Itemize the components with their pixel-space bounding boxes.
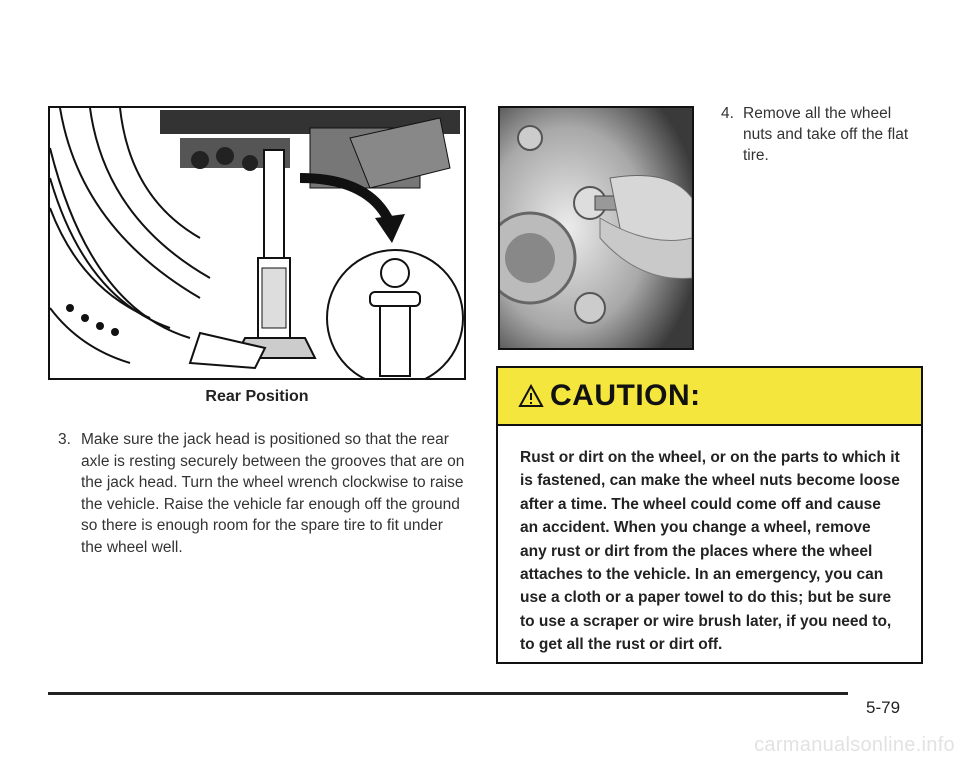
step-4-text: Remove all the wheel nuts and take off the flat tire. — [743, 105, 909, 164]
step-3-text: Make sure the jack head is positioned so that the rear axle is resting securely between the grooves that are on the jack head. Turn the wheel wrench clockwise to raise the vehicle. Raise the vehicle far enough off the ground so there is enough room for the spare tire to fit under the wheel well. — [81, 431, 465, 556]
step-3 — [58, 429, 468, 558]
step-4 — [721, 103, 911, 166]
caution-text: Rust or dirt on the wheel, or on the parts to which it is fastened, can make the wheel nuts become loose after a time. The wheel could come off and cause an accident. When you change a wheel, remove any rust or dirt from the places where the wheel attaches to the vehicle. In an emergency, you can use a cloth or a paper towel to do this; but be sure to use a scraper or wire brush later, if you need to, to get all the rust or dirt off. — [520, 449, 900, 654]
page-number: 5-79 — [866, 698, 901, 717]
watermark: carmanualsonline.info — [754, 734, 955, 756]
wheel-nut-photo — [498, 106, 694, 350]
step-4-number: 4. — [721, 105, 734, 122]
figure-caption: Rear Position — [205, 388, 309, 405]
jack-illustration — [48, 106, 466, 380]
caution-header — [498, 368, 921, 426]
step-3-number: 3. — [58, 431, 71, 448]
jack-under-axle-drawing — [50, 108, 464, 378]
removing-wheel-nut-image — [500, 108, 692, 348]
caution-title: CAUTION: — [550, 379, 701, 412]
caution-box — [496, 366, 923, 664]
footer-rule — [48, 692, 848, 695]
warning-triangle-icon — [518, 384, 544, 408]
